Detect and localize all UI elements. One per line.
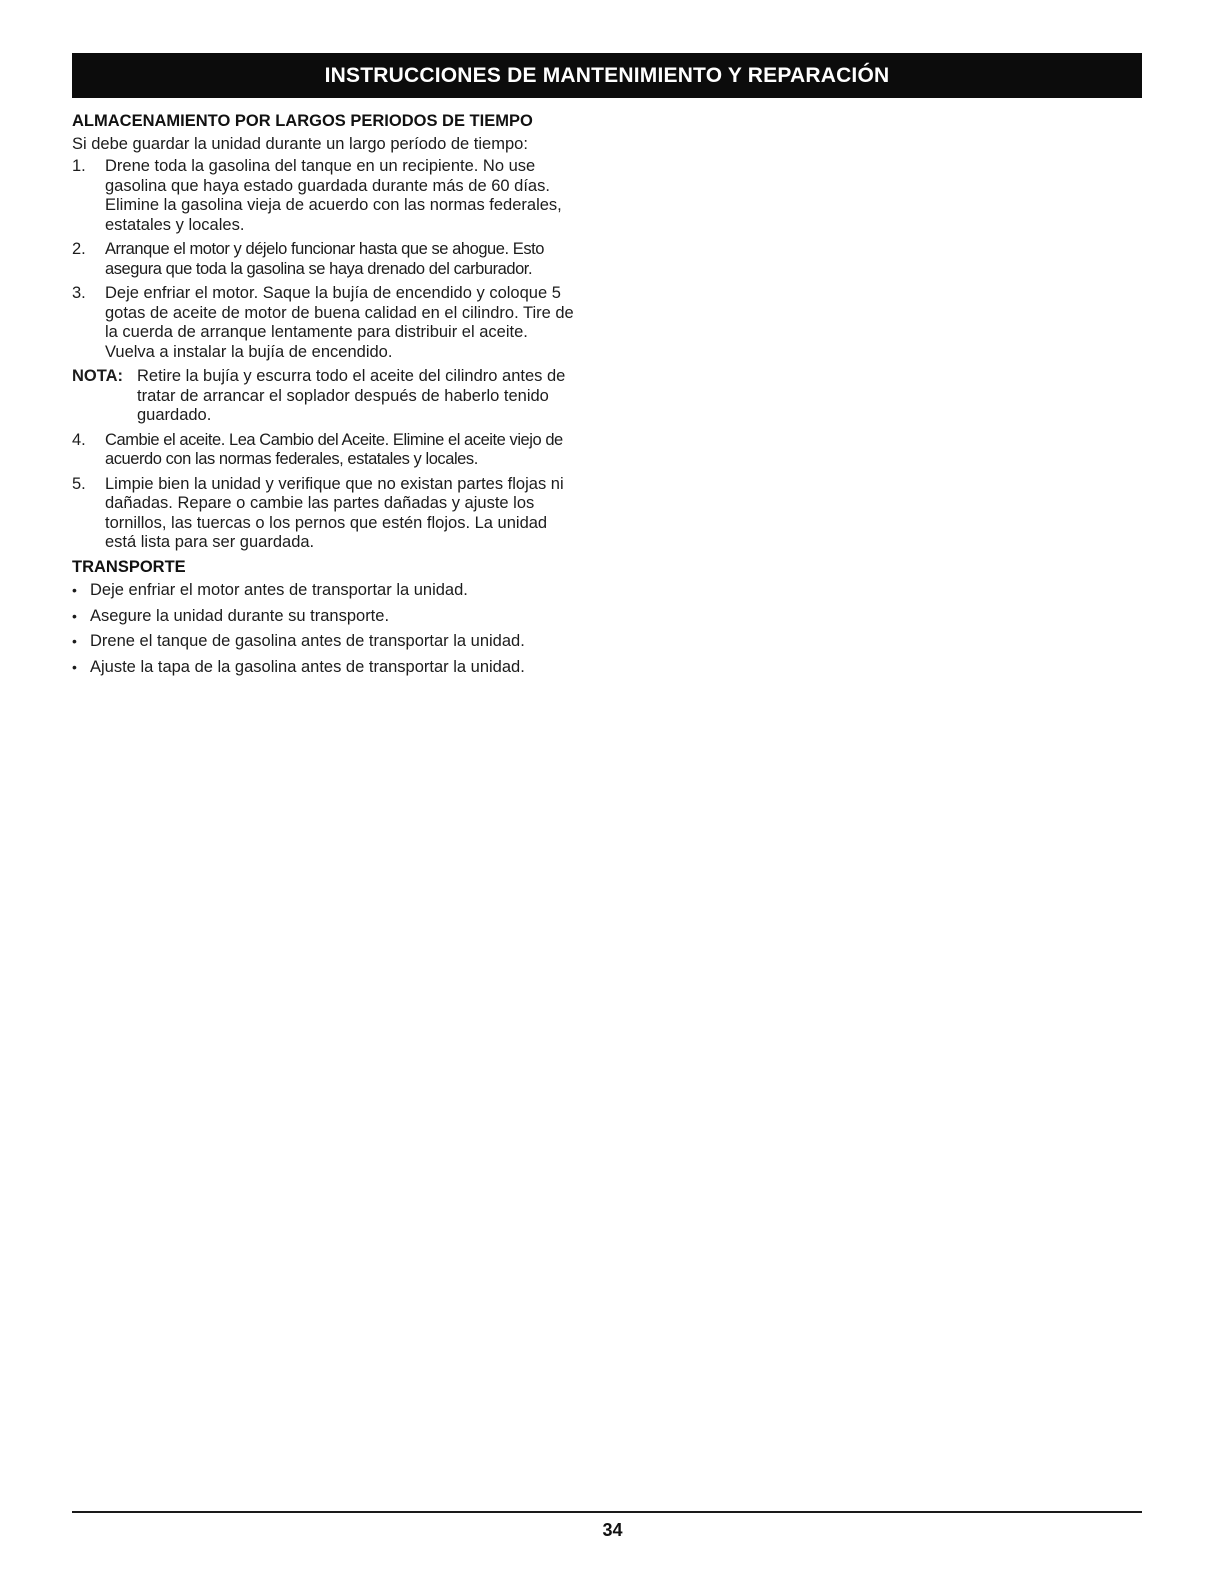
bullet-text: Drene el tanque de gasolina antes de transportar la unidad. <box>90 632 525 650</box>
bullet-text: Asegure la unidad durante su transporte. <box>90 606 390 625</box>
note-label: NOTA: <box>72 367 124 385</box>
note-text: Retire la bujía y escurra todo el aceite del cilindro antes de tratar de arrancar el soplador después de haberlo tenido guardado. <box>137 367 566 424</box>
step-number: 5. <box>72 474 86 493</box>
step-text: Deje enfriar el motor. Saque la bujía de encendido y coloque 5 gotas de aceite de motor de buena calidad en el cilindro. Tire de la cuerda de arranque lentamente para distribuir el aceite. Vuelva a instalar la bujía de encendido. <box>105 284 574 361</box>
storage-step <box>72 431 582 470</box>
bullet-icon: • <box>72 658 77 675</box>
storage-step <box>72 157 582 235</box>
main-content <box>72 112 582 683</box>
transport-bullet <box>72 581 582 601</box>
storage-intro: Si debe guardar la unidad durante un largo período de tiempo: <box>72 134 528 153</box>
bullet-text: Deje enfriar el motor antes de transportar la unidad. <box>90 581 468 599</box>
step-text: Arranque el motor y déjelo funcionar hasta que se ahogue. Esto asegura que toda la gasolina se haya drenado del carburador. <box>105 240 544 278</box>
step-number: 1. <box>72 157 86 175</box>
storage-step <box>72 284 582 362</box>
transport-bullet <box>72 658 582 678</box>
storage-note <box>72 367 582 426</box>
step-text: Drene toda la gasolina del tanque en un recipiente. No use gasolina que haya estado guardada durante más de 60 días. Elimine la gasolina vieja de acuerdo con las normas federales, estatales y locales. <box>105 157 562 234</box>
transport-heading: TRANSPORTE <box>72 557 186 576</box>
step-number: 2. <box>72 240 86 258</box>
page-number: 34 <box>602 1520 623 1540</box>
bullet-icon: • <box>72 633 77 649</box>
section-header-bar <box>72 53 1142 98</box>
step-text: Limpie bien la unidad y verifique que no existan partes flojas ni dañadas. Repare o cambie las partes dañadas y ajuste los tornillos, las tuercas o los pernos que estén flojos. La unidad está lista para ser guardada. <box>105 474 564 551</box>
storage-step <box>72 240 582 279</box>
bullet-icon: • <box>72 607 77 624</box>
footer-rule <box>72 1511 1142 1513</box>
step-text: Cambie el aceite. Lea Cambio del Aceite. Elimine el aceite viejo de acuerdo con las normas federales, estatales y locales. <box>105 430 563 468</box>
step-number: 4. <box>72 430 86 449</box>
transport-bullet <box>72 632 582 652</box>
section-header-title: INSTRUCCIONES DE MANTENIMIENTO Y REPARACIÓN <box>324 63 890 87</box>
storage-step <box>72 475 582 553</box>
step-number: 3. <box>72 284 86 302</box>
storage-heading: ALMACENAMIENTO POR LARGOS PERIODOS DE TIEMPO <box>72 112 533 130</box>
bullet-icon: • <box>72 582 77 598</box>
transport-bullet <box>72 607 582 627</box>
bullet-text: Ajuste la tapa de la gasolina antes de transportar la unidad. <box>90 657 525 676</box>
